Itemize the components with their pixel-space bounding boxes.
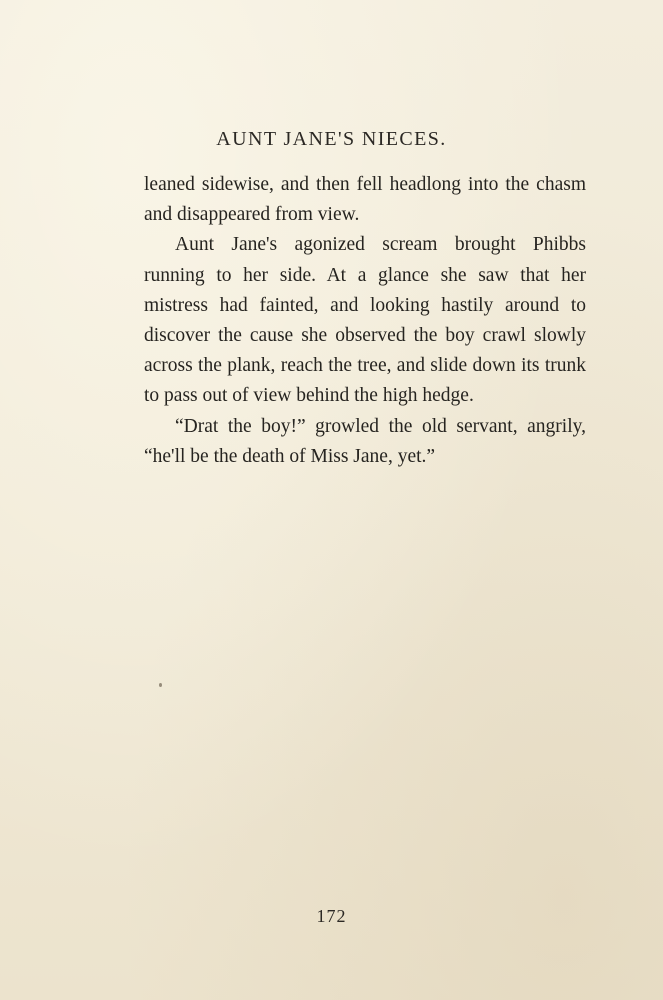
paper-speck [159,683,162,687]
running-head: AUNT JANE'S NIECES. [216,128,447,150]
page-number: 172 [316,906,347,926]
paragraph-continuation: leaned sidewise, and then fell headlong into the chasm and disappeared from view. [144,174,586,226]
body-text [144,170,586,472]
paragraph: Aunt Jane's agonized scream brought Phibbs running to her side. At a glance she saw that her mistress had fainted, and looking hastily around to discover the cause she observed the boy crawl slowly across the plank, reach the tree, and slide down its trunk to pass out of view behind the high hedge. [144,234,586,407]
paragraph: “Drat the boy!” growled the old servant, angrily, “he'll be the death of Miss Jane, yet.” [144,415,586,467]
